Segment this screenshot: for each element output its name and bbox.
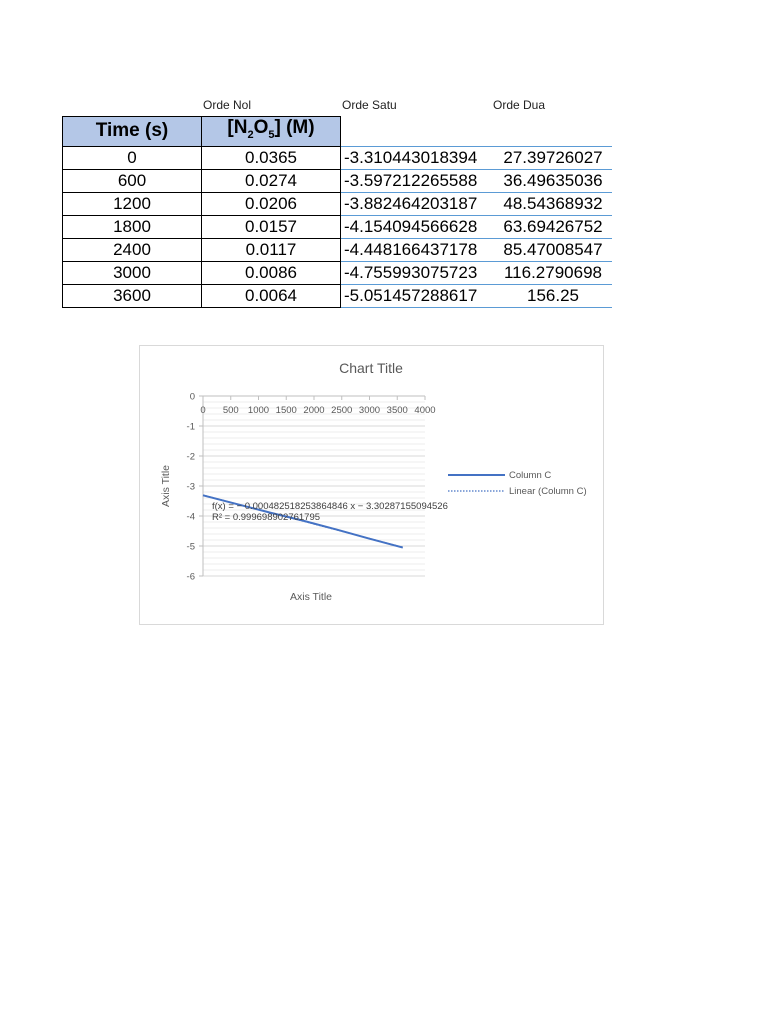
cell-inverse-concentration[interactable]: 63.69426752 xyxy=(494,215,612,238)
cell-ln-concentration[interactable]: -4.154094566628 xyxy=(341,215,495,238)
x-tick-label: 500 xyxy=(222,405,239,416)
data-table xyxy=(62,116,612,308)
cell-time[interactable]: 3000 xyxy=(63,261,202,284)
conc-sub-1: 2 xyxy=(247,128,254,141)
x-tick-label: 0 xyxy=(200,405,206,416)
y-tick-label: -1 xyxy=(186,421,195,433)
x-tick-label: 1500 xyxy=(275,405,297,416)
x-tick-label: 3000 xyxy=(358,405,381,416)
table-row xyxy=(63,169,613,192)
table-header-row xyxy=(63,117,613,147)
cell-inverse-concentration[interactable]: 85.47008547 xyxy=(494,238,612,261)
cell-time[interactable]: 1800 xyxy=(63,215,202,238)
header-orde-satu: Orde Satu xyxy=(342,98,397,112)
conc-close: ] (M) xyxy=(274,117,315,138)
col-header-concentration[interactable] xyxy=(202,117,341,147)
cell-inverse-concentration[interactable]: 27.39726027 xyxy=(494,146,612,169)
cell-concentration[interactable]: 0.0365 xyxy=(202,146,341,169)
table-row xyxy=(63,284,613,307)
table-row xyxy=(63,192,613,215)
data-table-container xyxy=(62,116,612,308)
cell-time[interactable]: 3600 xyxy=(63,284,202,307)
cell-time[interactable]: 2400 xyxy=(63,238,202,261)
cell-concentration[interactable]: 0.0274 xyxy=(202,169,341,192)
cell-concentration[interactable]: 0.0206 xyxy=(202,192,341,215)
cell-concentration[interactable]: 0.0157 xyxy=(202,215,341,238)
header-orde-dua: Orde Dua xyxy=(493,98,546,112)
chart-title[interactable]: Chart Title xyxy=(339,360,403,376)
col-header-empty-2[interactable] xyxy=(494,117,612,147)
table-row xyxy=(63,261,613,284)
x-axis-title[interactable]: Axis Title xyxy=(289,591,333,603)
trendline-equation[interactable]: f(x) = − 0.000482518253864846 x − 3.30287155094526 xyxy=(212,501,448,512)
chart-gridlines xyxy=(203,396,425,576)
legend-label-column-c: Column C xyxy=(509,470,552,481)
cell-concentration[interactable]: 0.0064 xyxy=(202,284,341,307)
col-header-time[interactable]: Time (s) xyxy=(63,117,202,147)
chart-legend[interactable] xyxy=(448,470,587,497)
conc-sub-2: 5 xyxy=(268,128,275,141)
x-tick-label: 1000 xyxy=(247,405,270,416)
cell-inverse-concentration[interactable]: 156.25 xyxy=(494,284,612,307)
data-point[interactable] xyxy=(400,545,405,550)
cell-time[interactable]: 1200 xyxy=(63,192,202,215)
y-tick-label: -6 xyxy=(186,571,195,583)
conc-open: [N xyxy=(227,117,248,138)
cell-ln-concentration[interactable]: -5.051457288617 xyxy=(341,284,495,307)
trendline-r-squared[interactable]: R² = 0.999698902761795 xyxy=(212,512,321,523)
y-tick-label: 0 xyxy=(189,391,195,403)
col-header-empty-1[interactable] xyxy=(341,117,495,147)
cell-ln-concentration[interactable]: -4.755993075723 xyxy=(341,261,495,284)
y-tick-label: -3 xyxy=(186,481,195,493)
cell-ln-concentration[interactable]: -4.448166437178 xyxy=(341,238,495,261)
cell-time[interactable]: 600 xyxy=(63,169,202,192)
chart-svg xyxy=(140,346,603,624)
cell-concentration[interactable]: 0.0117 xyxy=(202,238,341,261)
table-row xyxy=(63,215,613,238)
y-tick-label: -4 xyxy=(186,511,195,523)
cell-time[interactable]: 0 xyxy=(63,146,202,169)
cell-inverse-concentration[interactable]: 116.2790698 xyxy=(494,261,612,284)
table-row xyxy=(63,238,613,261)
header-orde-nol: Orde Nol xyxy=(203,98,252,112)
x-tick-label: 2000 xyxy=(303,405,325,416)
cell-ln-concentration[interactable]: -3.597212265588 xyxy=(341,169,495,192)
chart-object[interactable] xyxy=(139,345,604,625)
cell-ln-concentration[interactable]: -3.310443018394 xyxy=(341,146,495,169)
legend-label-linear: Linear (Column C) xyxy=(509,486,587,497)
x-tick-label: 2500 xyxy=(331,405,353,416)
conc-mid: O xyxy=(253,117,269,138)
cell-ln-concentration[interactable]: -3.882464203187 xyxy=(341,192,495,215)
cell-concentration[interactable]: 0.0086 xyxy=(202,261,341,284)
y-tick-label: -2 xyxy=(186,451,195,463)
cell-inverse-concentration[interactable]: 36.49635036 xyxy=(494,169,612,192)
y-axis-title[interactable]: Axis Title xyxy=(160,464,172,508)
x-tick-label: 3500 xyxy=(386,405,408,416)
table-row xyxy=(63,146,613,169)
y-tick-label: -5 xyxy=(186,541,195,553)
x-tick-label: 4000 xyxy=(414,405,436,416)
cell-inverse-concentration[interactable]: 48.54368932 xyxy=(494,192,612,215)
